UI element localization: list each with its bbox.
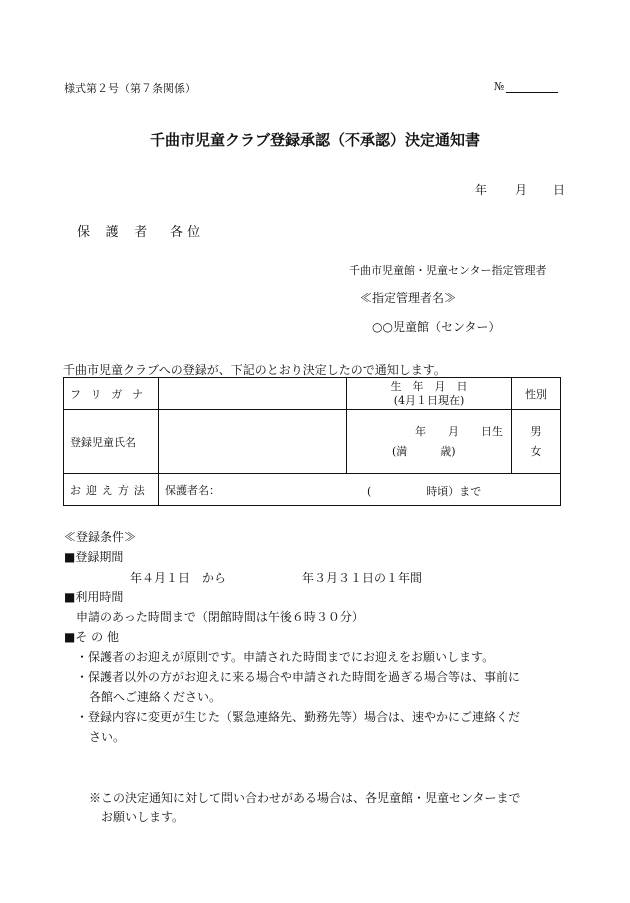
addressee-honorific: 各 位: [170, 225, 201, 240]
sender-facility: ○○児童館（センター）: [372, 320, 501, 334]
date-year: 年: [475, 183, 488, 197]
intro-text: 千曲市児童クラブへの登録が、下記のとおり決定したので通知します。: [63, 363, 446, 377]
document-number-field: [494, 80, 558, 93]
birth-value-cell[interactable]: [347, 410, 512, 474]
other-bullet-3-line-2: さい。: [89, 730, 126, 744]
hours-heading: ■利用時間: [64, 590, 124, 604]
guardian-name-label: 保護者名：: [165, 483, 220, 497]
period-start: 年４月１日 から: [130, 571, 227, 585]
gender-female: 女: [530, 444, 542, 458]
other-bullet-2-line-2: 各館へご連絡ください。: [89, 690, 222, 704]
furigana-label: フリガナ: [70, 387, 154, 401]
name-value-cell[interactable]: [159, 410, 347, 474]
hours-text: 申請のあった時間まで（閉館時間は午後６時３０分）: [76, 610, 364, 624]
pickup-label-cell: [64, 474, 159, 506]
date-month: 月: [515, 183, 528, 197]
pickup-value-cell[interactable]: [159, 474, 561, 506]
furigana-value-cell[interactable]: [159, 378, 347, 410]
pickup-time-text: ( 時頃）まで: [367, 485, 482, 498]
gender-male: 男: [530, 424, 542, 438]
other-bullet-1: ・保護者のお迎えが原則です。申請された時間までにお迎えをお願いします。: [76, 650, 495, 664]
period-end: 年３月３１日の１年間: [302, 571, 423, 585]
birth-label-cell: [347, 378, 512, 410]
addressee-role: 保 護 者: [77, 225, 149, 240]
birth-sub-label: (4月１日現在): [393, 393, 465, 407]
name-label: 登録児童氏名: [70, 435, 136, 449]
pickup-label: お迎え方法: [70, 483, 150, 497]
birth-label: 生 年 月 日: [390, 379, 468, 393]
gender-label: 性別: [525, 387, 547, 401]
name-label-cell: [64, 410, 159, 474]
sender-manager-name: ≪指定管理者名≫: [360, 291, 457, 305]
form-number-label: 様式第２号（第７条関係）: [64, 82, 196, 95]
inquiry-note-line-2: お願いします。: [101, 810, 185, 824]
other-heading: ■そ の 他: [64, 630, 119, 644]
conditions-heading: ≪登録条件≫: [64, 530, 137, 544]
period-heading: ■登録期間: [64, 550, 124, 564]
furigana-label-cell: [64, 378, 159, 410]
other-bullet-3-line-1: ・登録内容に変更が生じた（緊急連絡先、勤務先等）場合は、速やかにご連絡くだ: [76, 710, 521, 724]
gender-value-cell[interactable]: [512, 410, 561, 474]
date-day: 日: [553, 183, 566, 197]
other-bullet-2-line-1: ・保護者以外の方がお迎えに来る場合や申請された時間を過ぎる場合等は、事前に: [76, 670, 521, 684]
birth-date-line: 年 月 日生: [415, 424, 503, 438]
document-number-line: [506, 80, 558, 93]
gender-label-cell: [512, 378, 561, 410]
registration-table: [63, 377, 561, 506]
age-line: (満 歳): [392, 444, 456, 458]
sender-organization: 千曲市児童館・児童センター指定管理者: [349, 264, 547, 277]
document-title: 千曲市児童クラブ登録承認（不承認）決定通知書: [149, 131, 480, 149]
inquiry-note-line-1: ※この決定通知に対して問い合わせがある場合は、各児童館・児童センターまで: [89, 791, 521, 805]
document-number-label: №: [494, 80, 505, 93]
